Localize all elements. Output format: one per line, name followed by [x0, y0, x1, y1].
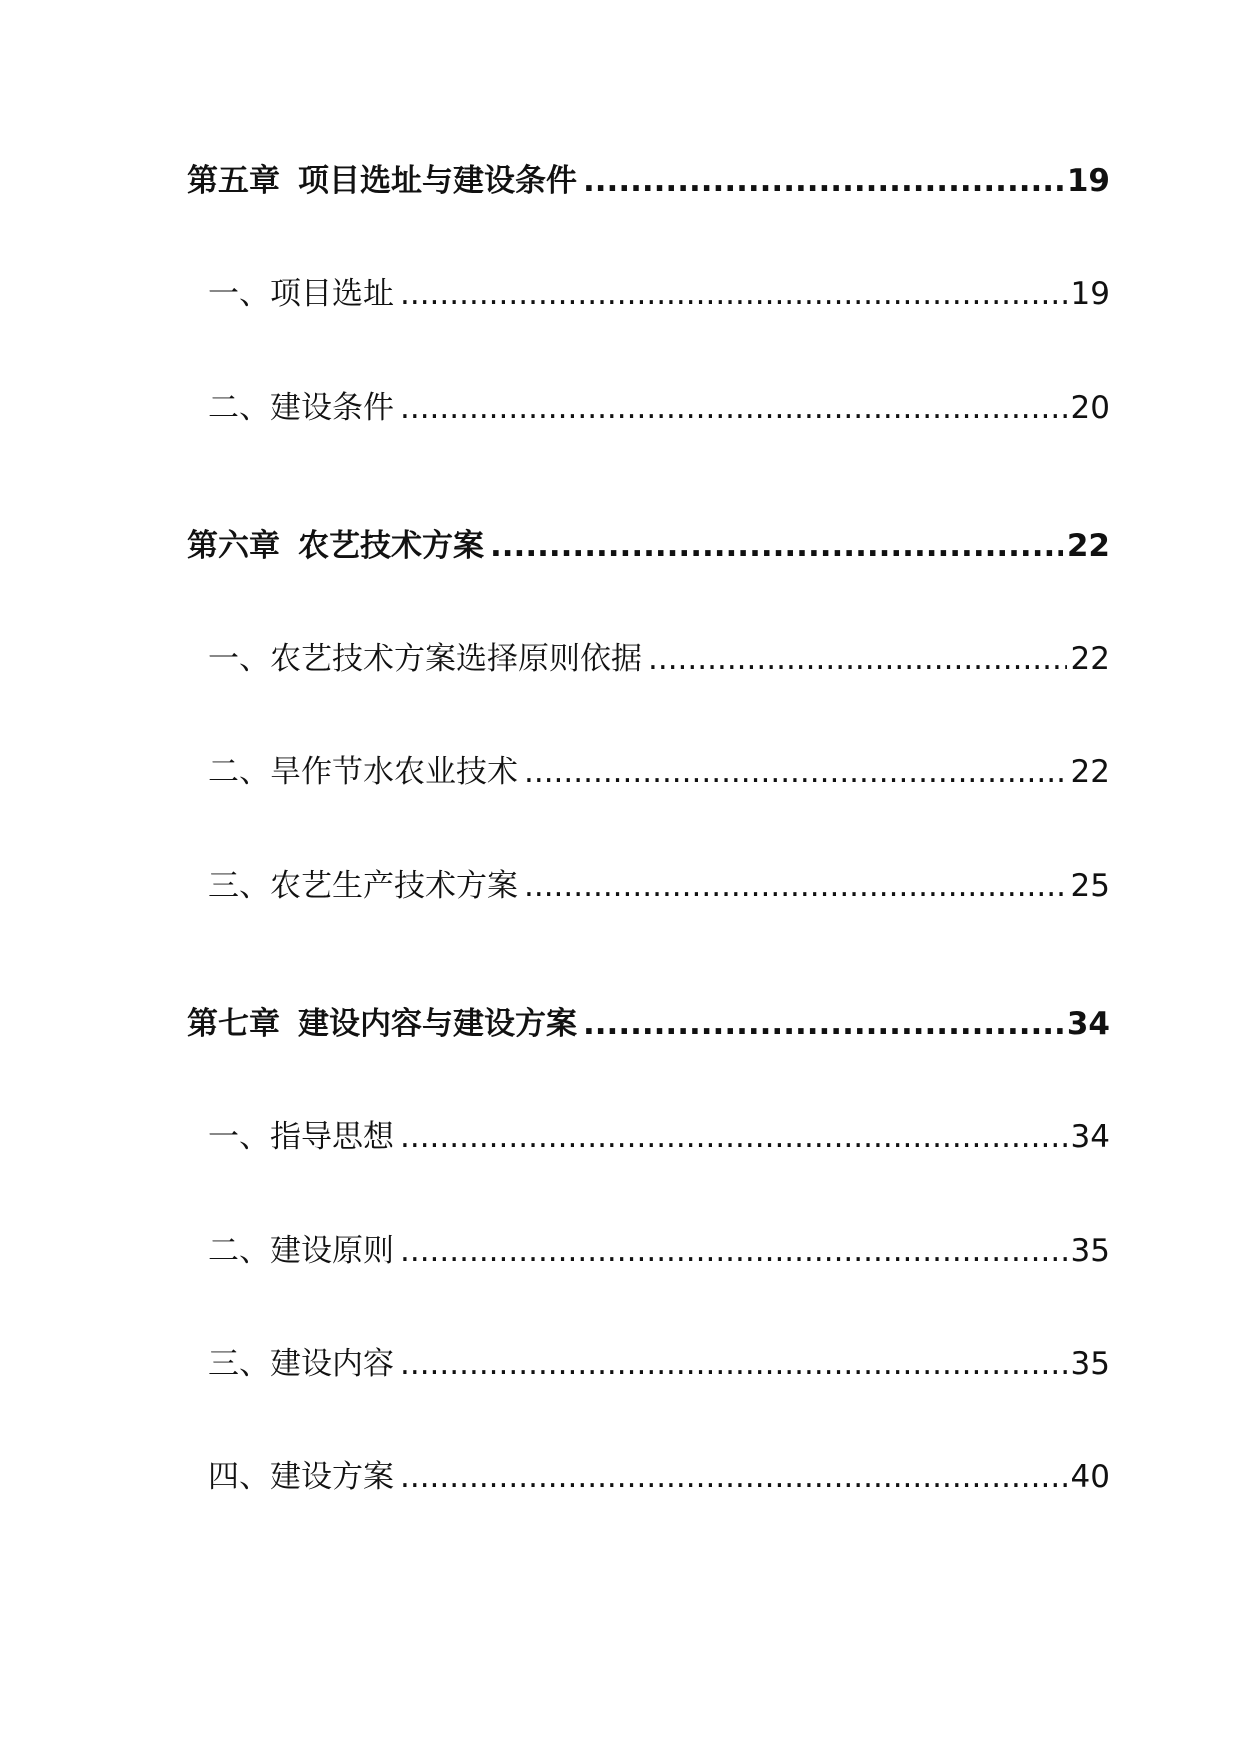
- toc-entry-section[interactable]: [208, 746, 1110, 794]
- toc-entry-section[interactable]: [208, 1225, 1110, 1273]
- toc-entry-number: 第六章: [187, 528, 280, 564]
- toc-dot-leader: [490, 528, 1063, 564]
- toc-entry-text: 建设条件: [270, 390, 394, 426]
- toc-page-number: 25: [1070, 868, 1110, 904]
- toc-page-number: 40: [1070, 1459, 1110, 1495]
- toc-entry-number: 二、: [208, 754, 270, 790]
- toc-entry-text: 农艺技术方案: [298, 528, 484, 564]
- toc-dot-leader: [583, 163, 1063, 199]
- toc-entry-number: 二、: [208, 390, 270, 426]
- toc-entry-text: 旱作节水农业技术: [270, 754, 518, 790]
- toc-dot-leader: [400, 1233, 1067, 1269]
- toc-entry-text: 项目选址与建设条件: [298, 163, 577, 199]
- toc-entry-title: [208, 1451, 394, 1496]
- toc-entry-text: 指导思想: [270, 1119, 394, 1155]
- toc-page-number: 34: [1070, 1119, 1110, 1155]
- toc-entry-text: 农艺生产技术方案: [270, 868, 518, 904]
- toc-entry-section[interactable]: [208, 1111, 1110, 1159]
- toc-entry-chapter-5[interactable]: [187, 155, 1110, 203]
- toc-dot-leader: [400, 1346, 1067, 1382]
- toc-entry-title: [208, 633, 642, 678]
- toc-dot-leader: [400, 390, 1067, 426]
- toc-entry-section[interactable]: [208, 1451, 1110, 1499]
- toc-entry-section[interactable]: [208, 860, 1110, 908]
- toc-entry-title: [208, 1338, 394, 1383]
- toc-page-number: 19: [1066, 163, 1110, 199]
- toc-entry-number: 一、: [208, 276, 270, 312]
- toc-entry-text: 建设原则: [270, 1233, 394, 1269]
- toc-entry-chapter-7[interactable]: [187, 998, 1110, 1046]
- toc-dot-leader: [400, 1119, 1067, 1155]
- toc-entry-section[interactable]: [208, 633, 1110, 681]
- toc-dot-leader: [400, 276, 1067, 312]
- toc-entry-text: 农艺技术方案选择原则依据: [270, 641, 642, 677]
- toc-entry-number: 一、: [208, 1119, 270, 1155]
- toc-entry-title: [187, 520, 484, 565]
- toc-entry-number: 三、: [208, 1346, 270, 1382]
- toc-entry-title: [208, 382, 394, 427]
- toc-page-number: 35: [1070, 1233, 1110, 1269]
- toc-entry-title: [208, 860, 518, 905]
- toc-entry-title: [187, 155, 577, 200]
- toc-page-number: 22: [1066, 528, 1110, 564]
- toc-entry-text: 项目选址: [270, 276, 394, 312]
- toc-page-number: 35: [1070, 1346, 1110, 1382]
- toc-entry-number: 三、: [208, 868, 270, 904]
- toc-entry-title: [208, 1225, 394, 1270]
- toc-entry-chapter-6[interactable]: [187, 520, 1110, 568]
- toc-entry-number: 四、: [208, 1459, 270, 1495]
- toc-entry-text: 建设内容与建设方案: [298, 1006, 577, 1042]
- toc-entry-number: 第五章: [187, 163, 280, 199]
- toc-page-number: 34: [1066, 1006, 1110, 1042]
- toc-page-number: 20: [1070, 390, 1110, 426]
- toc-entry-section[interactable]: [208, 268, 1110, 316]
- toc-entry-number: 一、: [208, 641, 270, 677]
- toc-entry-number: 二、: [208, 1233, 270, 1269]
- toc-page-number: 19: [1070, 276, 1110, 312]
- toc-page-number: 22: [1070, 754, 1110, 790]
- toc-dot-leader: [400, 1459, 1067, 1495]
- toc-dot-leader: [524, 754, 1067, 790]
- toc-entry-number: 第七章: [187, 1006, 280, 1042]
- toc-entry-section[interactable]: [208, 1338, 1110, 1386]
- toc-entry-text: 建设方案: [270, 1459, 394, 1495]
- toc-entry-title: [208, 1111, 394, 1156]
- toc-page-number: 22: [1070, 641, 1110, 677]
- toc-dot-leader: [648, 641, 1067, 677]
- toc-entry-title: [208, 746, 518, 791]
- toc-entry-text: 建设内容: [270, 1346, 394, 1382]
- toc-dot-leader: [524, 868, 1067, 904]
- toc-entry-title: [187, 998, 577, 1043]
- toc-dot-leader: [583, 1006, 1063, 1042]
- toc-entry-title: [208, 268, 394, 313]
- toc-entry-section[interactable]: [208, 382, 1110, 430]
